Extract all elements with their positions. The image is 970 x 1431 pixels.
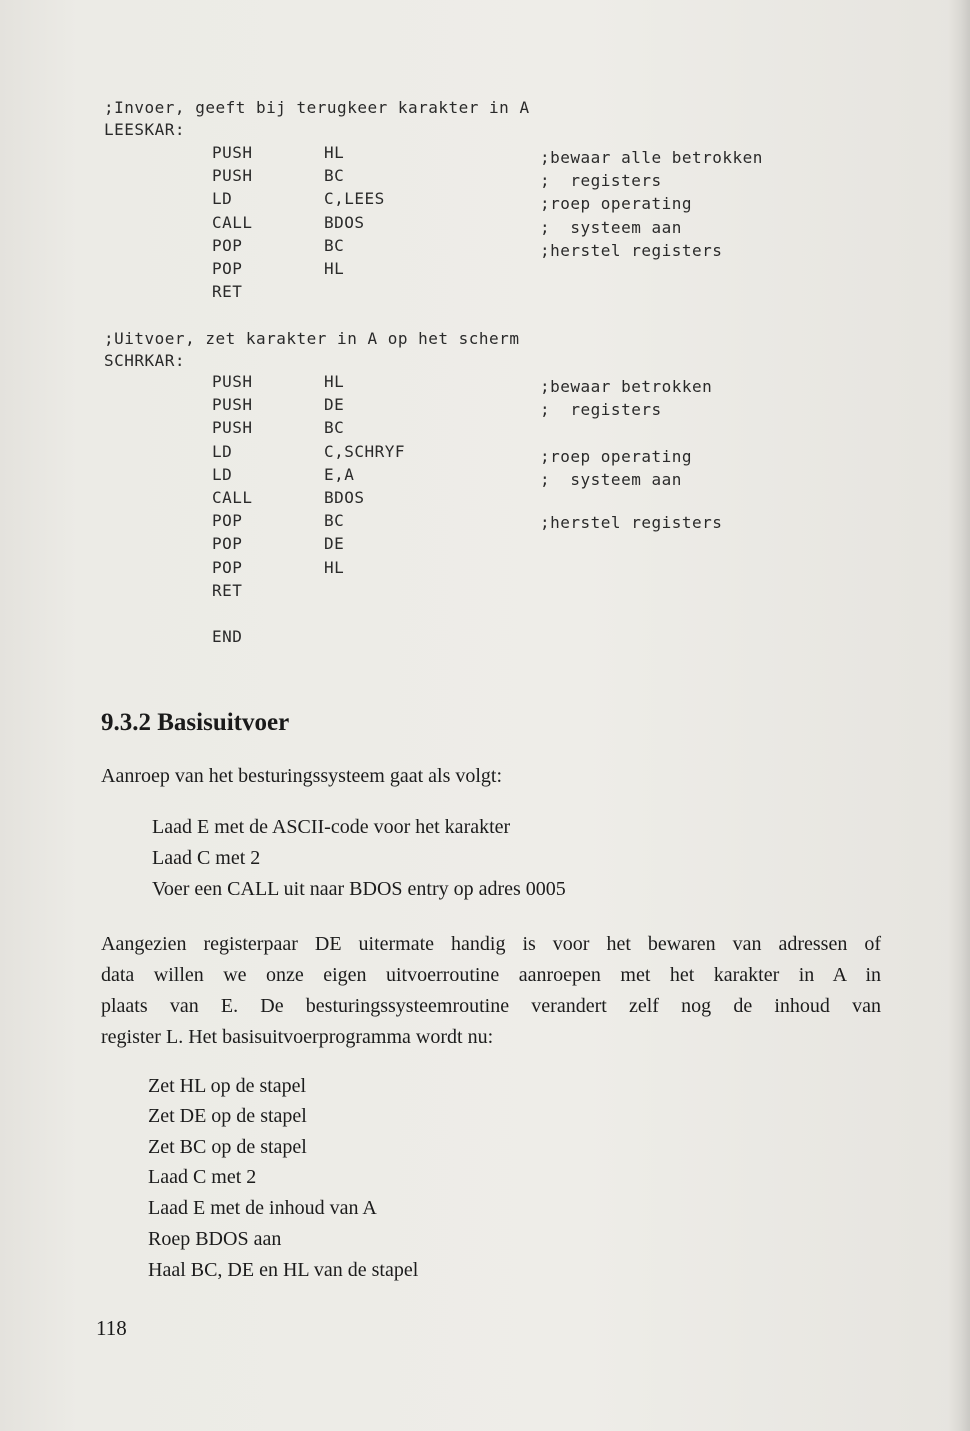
program-step: Laad E met de inhoud van A xyxy=(148,1197,377,1219)
code-operand: C,SCHRYF xyxy=(324,441,406,461)
code-line xyxy=(104,463,844,489)
code-opcode: PUSH xyxy=(212,143,253,162)
code-line xyxy=(104,211,844,237)
paragraph-line: plaats van E. De besturingssysteemroutine verandert zelf nog de inhoud van xyxy=(101,995,881,1017)
program-step: Zet DE op de stapel xyxy=(148,1105,307,1127)
code-comment: ; systeem aan xyxy=(540,469,682,489)
code-opcode: LD xyxy=(212,189,233,209)
code-opcode: LD xyxy=(212,441,233,461)
code-comment-header: ;Uitvoer, zet karakter in A op het scherm xyxy=(104,329,520,348)
code-line xyxy=(104,440,844,466)
paragraph-line: data willen we onze eigen uitvoerroutine aanroepen met het karakter in A in xyxy=(101,964,881,986)
code-comment: ; registers xyxy=(540,400,662,420)
intro-text: Aanroep van het besturingssysteem gaat als volgt: xyxy=(101,765,503,787)
code-comment-header: ;Invoer, geeft bij terugkeer karakter in A xyxy=(104,98,530,117)
program-step: Zet BC op de stapel xyxy=(148,1136,307,1158)
code-comment: ;herstel registers xyxy=(540,513,723,533)
code-comment: ;roep operating xyxy=(540,194,692,214)
code-opcode: RET xyxy=(212,580,243,600)
program-step: Laad C met 2 xyxy=(148,1166,257,1188)
code-operand: HL xyxy=(324,372,345,391)
code-opcode: CALL xyxy=(212,212,253,232)
code-line xyxy=(104,187,844,214)
code-line xyxy=(104,234,844,260)
code-opcode: LD xyxy=(212,464,233,484)
code-opcode: PUSH xyxy=(212,166,253,186)
code-opcode: POP xyxy=(212,557,243,577)
paragraph-line: register L. Het basisuitvoerprogramma wordt nu: xyxy=(101,1026,494,1048)
code-operand: BC xyxy=(324,418,345,438)
code-operand: BDOS xyxy=(324,212,365,232)
page-spine-shadow xyxy=(948,0,970,1431)
code-line xyxy=(104,141,844,167)
code-comment: ;bewaar betrokken xyxy=(540,377,713,396)
program-step: Zet HL op de stapel xyxy=(148,1075,307,1097)
code-line xyxy=(104,486,844,509)
code-label: LEESKAR: xyxy=(104,120,186,139)
code-operand: HL xyxy=(324,259,345,278)
code-opcode: PUSH xyxy=(212,418,253,438)
code-operand: DE xyxy=(324,395,345,415)
code-operand: BC xyxy=(324,235,345,255)
code-opcode: POP xyxy=(212,235,243,255)
step-line: Laad E met de ASCII-code voor het karakter xyxy=(152,816,511,838)
program-step: Haal BC, DE en HL van de stapel xyxy=(148,1259,419,1281)
step-line: Voer een CALL uit naar BDOS entry op adres 0005 xyxy=(152,878,566,900)
code-comment: ;herstel registers xyxy=(540,240,723,260)
code-line xyxy=(104,393,844,420)
code-line xyxy=(104,257,844,280)
code-line xyxy=(104,532,844,555)
program-step: Roep BDOS aan xyxy=(148,1228,282,1250)
code-line xyxy=(104,509,844,532)
code-line xyxy=(104,280,844,303)
code-operand: BC xyxy=(324,511,345,531)
code-opcode: RET xyxy=(212,282,243,302)
code-line xyxy=(104,370,844,396)
step-line: Laad C met 2 xyxy=(152,847,261,869)
code-comment: ; systeem aan xyxy=(540,217,682,237)
code-operand: HL xyxy=(324,557,345,577)
code-operand: E,A xyxy=(324,464,355,484)
code-comment: ; registers xyxy=(540,171,662,191)
code-operand: C,LEES xyxy=(324,189,385,209)
code-opcode: PUSH xyxy=(212,395,253,415)
code-comment: ;roep operating xyxy=(540,446,692,466)
code-opcode: POP xyxy=(212,511,243,531)
code-operand: BC xyxy=(324,166,345,186)
code-operand: BDOS xyxy=(324,488,365,507)
code-opcode: PUSH xyxy=(212,372,253,391)
section-heading: 9.3.2 Basisuitvoer xyxy=(101,709,290,736)
code-line xyxy=(104,164,844,191)
code-operand: DE xyxy=(324,534,345,554)
paragraph-line: Aangezien registerpaar DE uitermate handig is voor het bewaren van adressen of xyxy=(101,933,881,955)
code-end: END xyxy=(212,627,243,646)
code-label: SCHRKAR: xyxy=(104,351,186,370)
code-operand: HL xyxy=(324,143,345,162)
code-line xyxy=(104,416,844,439)
code-opcode: POP xyxy=(212,534,243,554)
code-line xyxy=(104,556,844,579)
code-opcode: POP xyxy=(212,259,243,278)
code-comment: ;bewaar alle betrokken xyxy=(540,148,763,167)
code-line xyxy=(104,579,844,602)
code-opcode: CALL xyxy=(212,488,253,507)
body-paragraph xyxy=(101,929,881,1053)
page-number: 118 xyxy=(96,1316,127,1340)
